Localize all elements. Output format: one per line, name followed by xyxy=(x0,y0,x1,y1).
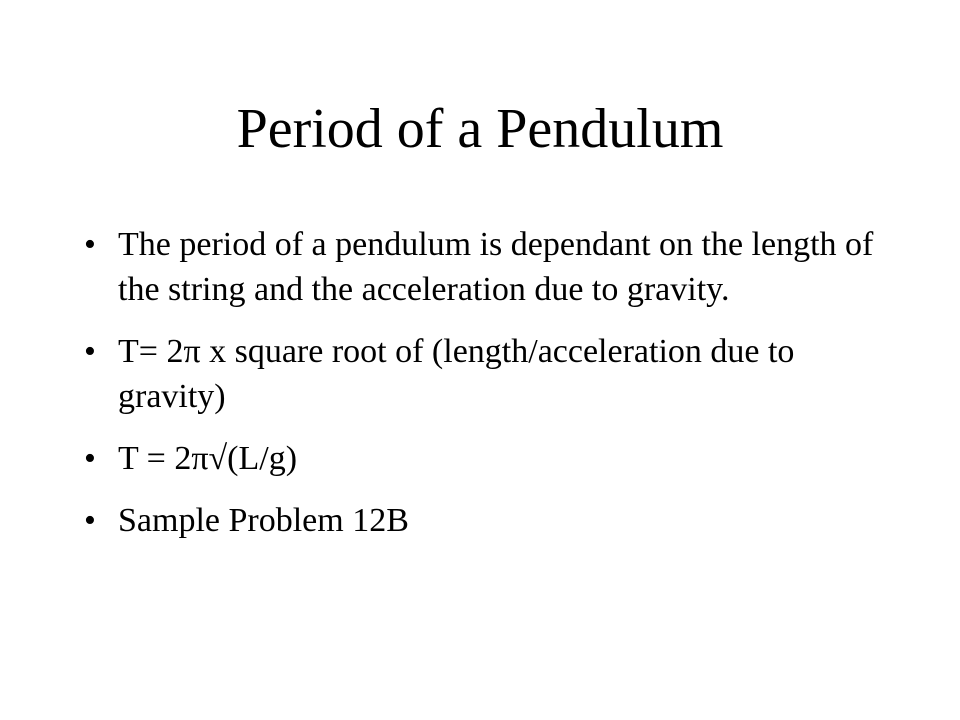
bullet-icon: • xyxy=(84,226,96,263)
slide-title: Period of a Pendulum xyxy=(236,98,724,160)
bullet-text: T= 2π x square root of (length/acceleration due to gravity) xyxy=(118,333,795,415)
bullet-text: T = 2π√(L/g) xyxy=(118,440,298,477)
bullet-icon: • xyxy=(84,502,96,539)
bullet-text: The period of a pendulum is dependant on the length of the string and the acceleration due to gravity. xyxy=(118,226,874,308)
bullet-item-sample-problem xyxy=(84,498,884,543)
bullet-list xyxy=(84,222,884,560)
bullet-text: Sample Problem 12B xyxy=(118,502,409,539)
bullet-icon: • xyxy=(84,333,96,370)
bullet-icon: • xyxy=(84,440,96,477)
bullet-item-formula-words xyxy=(84,329,884,419)
bullet-item-period-dependence xyxy=(84,222,884,312)
bullet-item-formula xyxy=(84,436,884,481)
